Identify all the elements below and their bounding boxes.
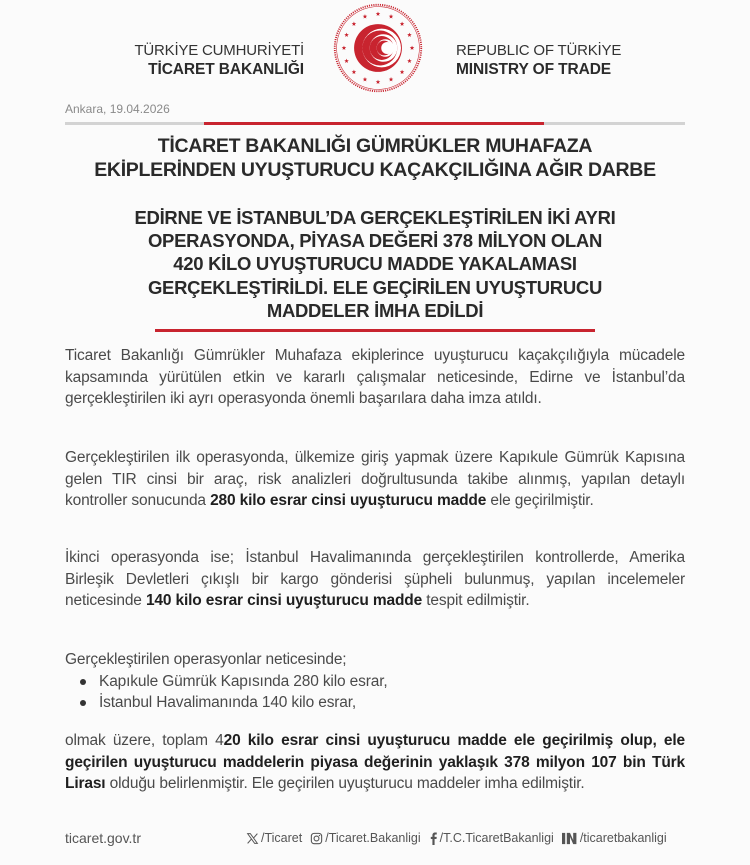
top-divider [65, 122, 685, 125]
instagram-icon [310, 832, 323, 845]
paragraph-second-operation [65, 547, 685, 612]
press-subtitle [40, 206, 710, 322]
title-line: TİCARET BAKANLIĞI GÜMRÜKLER MUHAFAZA [157, 135, 593, 157]
title-divider [155, 329, 595, 332]
press-date: Ankara, 19.04.2026 [65, 102, 170, 116]
emblem-star-icon [389, 14, 394, 18]
text: olmak üzere, toplam 4 [65, 732, 224, 749]
press-title [40, 134, 710, 182]
social-facebook[interactable]: /T.C.TicaretBakanligi [429, 831, 554, 845]
letterhead [0, 0, 750, 105]
emblem-star-icon [400, 22, 405, 26]
social-instagram[interactable]: /Ticaret.Bakanligi [310, 831, 420, 845]
social-links [246, 831, 667, 845]
paragraph-conclusion [65, 730, 685, 795]
emblem-star-icon [363, 77, 368, 81]
social-nsosyal[interactable]: /ticaretbakanligi [562, 831, 667, 845]
letterhead-turkish [134, 41, 304, 79]
summary-intro: Gerçekleştirilen operasyonlar neticesinde; [65, 651, 347, 668]
text: tespit edilmiştir. [422, 592, 530, 610]
subtitle-line: GERÇEKLEŞTİRİLDİ. ELE GEÇİRİLEN UYUŞTURUCU [147, 276, 603, 298]
republic-name-en: REPUBLIC OF TÜRKİYE [456, 42, 622, 59]
footer [0, 830, 750, 854]
subtitle-line: OPERASYONDA, PİYASA DEĞERİ 378 MİLYON OLAN [147, 230, 603, 252]
social-x[interactable]: /Ticaret [246, 831, 302, 845]
highlight-amount: 140 kilo esrar cinsi uyuşturucu madde [145, 592, 423, 610]
emblem-star-icon [376, 80, 381, 84]
x-twitter-icon [246, 832, 259, 845]
text: Gerçekleştirilen ilk operasyonda, ülkemize giriş yapmak üzere Kapıkule Gümrük Kapısına gelen TIR cinsi bir araç, risk analizleri doğrultusunda takibe alınmış, yapılan detaylı kontroller sonucunda [65, 449, 685, 510]
text: ele geçirilmiştir. [486, 492, 594, 510]
text: İkinci operasyonda ise; İstanbul Havalimanında gerçekleştirilen kontrollerde, Amerika Birleşik Devletleri çıkışlı bir kargo gönderisi şüpheli bulunmuş, yapılan incelemeler neticesinde [65, 549, 685, 610]
paragraph-first-operation [65, 447, 685, 512]
title-line: EKİPLERİNDEN UYUŞTURUCU KAÇAKÇILIĞINA AĞIR DARBE [94, 159, 656, 181]
website-link[interactable]: ticaret.gov.tr [65, 830, 141, 846]
ministry-name-en: MINISTRY OF TRADE [456, 61, 612, 78]
list-item: İstanbul Havalimanında 140 kilo esrar, [65, 692, 685, 714]
emblem-star-icon [376, 12, 381, 16]
seizure-list [65, 671, 685, 714]
subtitle-line: 420 KİLO UYUŞTURUCU MADDE YAKALAMASI [173, 253, 577, 275]
text: olduğu belirlenmiştir. Ele geçirilen uyuşturucu maddeler imha edilmiştir. [105, 775, 585, 793]
emblem-star-icon [363, 14, 368, 18]
emblem-star-icon [400, 70, 405, 74]
emblem-star-icon [344, 33, 349, 37]
emblem-star-icon [389, 77, 394, 81]
emblem-star-icon [342, 46, 347, 50]
emblem-star-icon [352, 22, 357, 26]
highlight-total: 20 kilo esrar cinsi uyuşturucu madde ele geçirilmiş olup, ele geçirilen uyuşturucu maddelerin piyasa değerinin yaklaşık 378 milyon 107 bin Türk Lirası [65, 732, 685, 793]
emblem-star-icon [407, 33, 412, 37]
subtitle-line: EDİRNE VE İSTANBUL’DA GERÇEKLEŞTİRİLEN İKİ AYRI [134, 207, 616, 228]
highlight-amount: 280 kilo esrar cinsi uyuşturucu madde [210, 492, 487, 510]
ministry-emblem-icon [332, 2, 424, 94]
list-item: Kapıkule Gümrük Kapısında 280 kilo esrar, [65, 671, 685, 693]
subtitle-line: MADDELER İMHA EDİLDİ [266, 299, 484, 321]
emblem-star-icon [407, 59, 412, 63]
letterhead-english [456, 41, 621, 79]
facebook-icon [429, 832, 438, 845]
emblem-star-icon [344, 59, 349, 63]
nsosyal-icon [562, 832, 578, 845]
paragraph-intro: Ticaret Bakanlığı Gümrükler Muhafaza ekiplerince uyuşturucu kaçakçılığıyla mücadele kapsamında yürütülen etkin ve kararlı çalışmalar neticesinde, Edirne ve İstanbul’da gerçekleştirilen iki ayrı operasyonda önemli başarılara daha imza atıldı. [65, 347, 685, 408]
emblem-star-icon [410, 46, 415, 50]
top-divider-accent [204, 122, 544, 125]
republic-name-tr: TÜRKİYE CUMHURİYETİ [134, 42, 304, 59]
emblem-star-icon [352, 70, 357, 74]
ministry-name-tr: TİCARET BAKANLIĞI [148, 61, 304, 78]
paragraph-summary [65, 649, 685, 714]
